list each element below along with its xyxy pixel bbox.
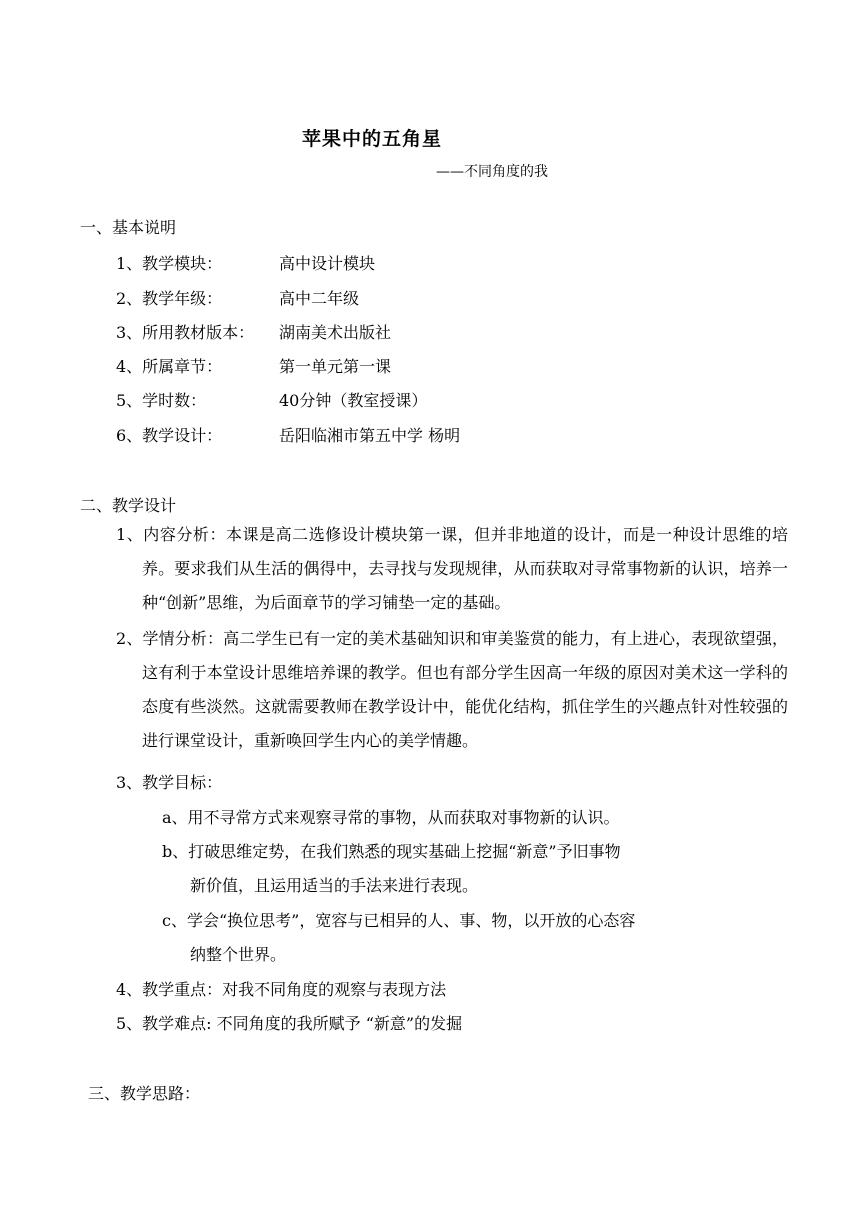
info-label: 5、学时数：	[116, 391, 207, 410]
section-heading-teaching-approach: 三、教学思路：	[88, 1084, 201, 1103]
info-label: 2、教学年级：	[116, 289, 223, 308]
document-title: 苹果中的五角星	[302, 128, 443, 150]
info-label: 4、所属章节：	[116, 357, 223, 376]
info-row-grade	[116, 286, 359, 309]
info-value: 40分钟（教室授课）	[279, 391, 428, 410]
goal-b-line-2: 新价值，且运用适当的手法来进行表现。	[190, 876, 479, 895]
goal-c-line-2: 纳整个世界。	[190, 945, 287, 964]
goal-a: a、用不寻常方式来观察寻常的事物，从而获取对事物新的认识。	[162, 808, 620, 827]
info-label: 6、教学设计：	[116, 426, 223, 445]
info-value: 第一单元第一课	[279, 357, 392, 376]
goal-c-line-1: c、学会“换位思考”，宽容与已相异的人、事、物，以开放的心态容	[162, 911, 636, 930]
student-analysis-paragraph	[116, 622, 788, 758]
section-heading-basic-info: 一、基本说明	[80, 218, 177, 237]
info-value: 湖南美术出版社	[279, 323, 392, 342]
content-analysis-text: 1、内容分析：本课是高二选修设计模块第一课，但并非地道的设计，而是一种设计思维的培养。要求我们从生活的偶得中，去寻找与发现规律，从而获取对寻常事物新的认识，培养一种“创新”思维，为后面章节的学习铺垫一定的基础。	[116, 525, 788, 612]
goals-heading: 3、教学目标：	[116, 773, 223, 792]
key-point: 4、教学重点：对我不同角度的观察与表现方法	[116, 980, 447, 999]
section-heading-teaching-design: 二、教学设计	[80, 496, 177, 515]
info-row-designer	[116, 423, 460, 446]
goal-b-line-1: b、打破思维定势，在我们熟悉的现实基础上挖掘“新意”予旧事物	[162, 842, 621, 861]
info-row-textbook	[116, 320, 391, 343]
info-row-chapter	[116, 354, 391, 377]
info-row-hours	[116, 388, 427, 411]
info-value: 高中设计模块	[279, 254, 376, 273]
info-row-module	[116, 251, 375, 274]
document-subtitle: ——不同角度的我	[436, 164, 548, 180]
info-label: 3、所用教材版本：	[116, 323, 255, 342]
info-value: 岳阳临湘市第五中学 杨明	[279, 426, 461, 445]
difficult-point: 5、教学难点: 不同角度的我所赋予 “新意”的发掘	[116, 1014, 463, 1033]
student-analysis-text: 2、学情分析：高二学生已有一定的美术基础知识和审美鉴赏的能力，有上进心，表现欲望强，这有利于本堂设计思维培养课的教学。但也有部分学生因高一年级的原因对美术这一学科的态度有些淡然。这就需要教师在教学设计中，能优化结构，抓住学生的兴趣点针对性较强的进行课堂设计，重新唤回学生内心的美学情趣。	[116, 629, 788, 750]
info-label: 1、教学模块：	[116, 254, 223, 273]
info-value: 高中二年级	[279, 289, 360, 308]
content-analysis-paragraph	[116, 518, 788, 620]
